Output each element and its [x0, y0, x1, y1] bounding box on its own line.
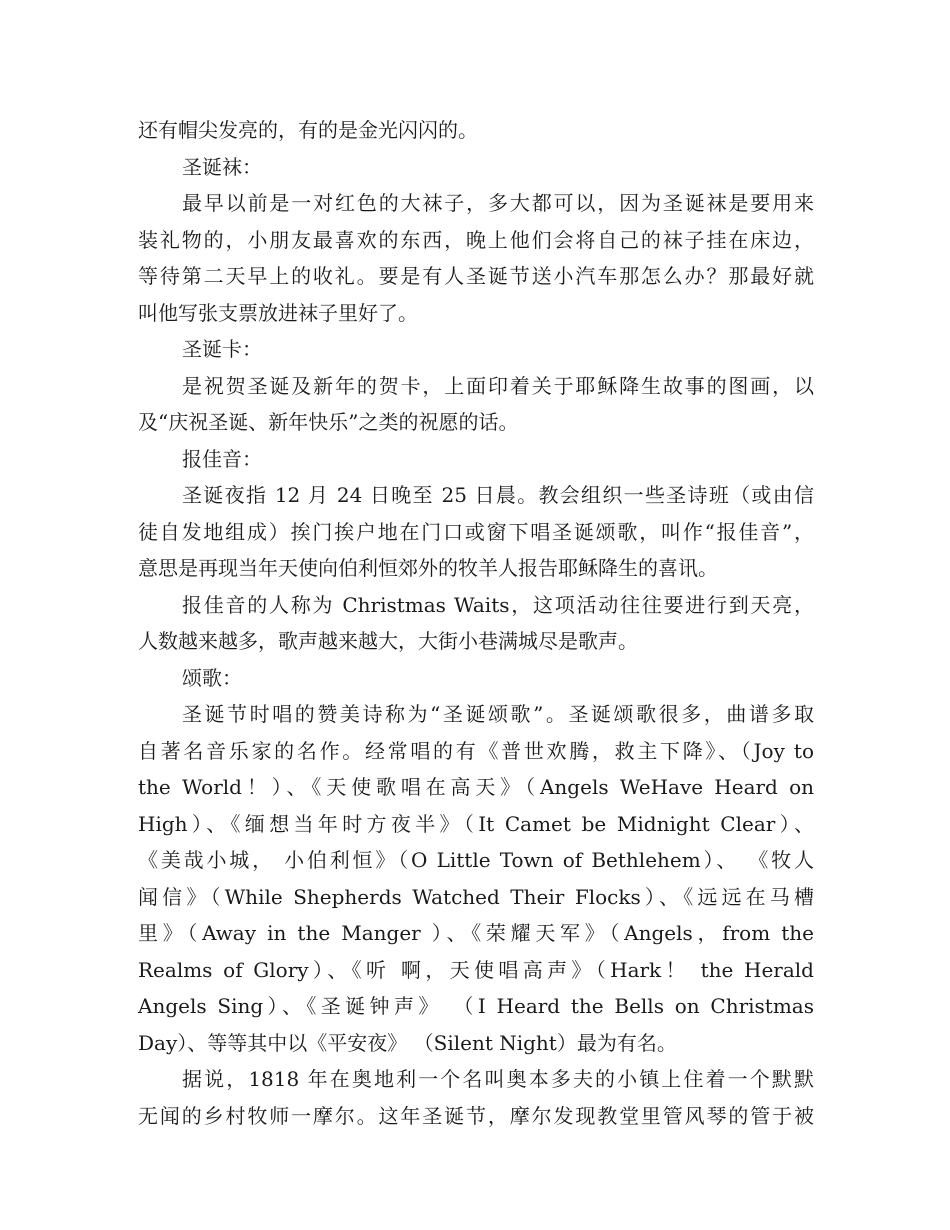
text-line: 徒自发地组成）挨门挨户地在门口或窗下唱圣诞颂歌，叫作“报佳音”，: [138, 519, 814, 544]
text-line: 闻信》（While Shepherds Watched Their Flocks）、《远远在马槽: [138, 884, 814, 909]
text-line: the World！）、《天使歌唱在高天》（Angels WeHave Heard on: [138, 775, 814, 799]
text-line: 人数越来越多，歌声越来越大，大街小巷满城尽是歌声。: [138, 629, 638, 653]
text-line: 报佳音：: [182, 446, 262, 471]
text-line: 报佳音的人称为 Christmas Waits，这项活动往往要进行到天亮，: [182, 592, 814, 617]
text-line: 还有帽尖发亮的，有的是金光闪闪的。: [138, 118, 478, 142]
text-line: 意思是再现当年天使向伯利恒郊外的牧羊人报告耶稣降生的喜讯。: [138, 556, 718, 580]
text-line: 里》（Away in the Manger ）、《荣耀天军》（Angels，from the: [138, 921, 814, 945]
text-line: 圣诞节时唱的赞美诗称为“圣诞颂歌”。圣诞颂歌很多，曲谱多取: [182, 702, 814, 726]
text-line: 无闻的乡村牧师一摩尔。这年圣诞节，摩尔发现教堂里管风琴的管于被: [138, 1103, 814, 1128]
text-line: 据说，1818 年在奥地利一个名叫奥本多夫的小镇上住着一个默默: [182, 1067, 814, 1091]
text-line: 是祝贺圣诞及新年的贺卡，上面印着关于耶稣降生故事的图画，以: [182, 373, 814, 398]
text-line: Angels Sing）、《圣诞钟声》 （I Heard the Bells on Christmas: [138, 994, 814, 1018]
text-line: 自著名音乐家的名作。经常唱的有《普世欢腾，救主下降》、（Joy to: [138, 738, 814, 763]
text-line: 最早以前是一对红色的大袜子，多大都可以，因为圣诞袜是要用来: [182, 191, 814, 215]
text-line: 《美哉小城， 小伯利恒》（O Little Town of Bethlehem）、 《牧人: [138, 848, 814, 872]
text-line: 等待第二天早上的收礼。要是有人圣诞节送小汽车那怎么办？那最好就: [138, 264, 814, 288]
text-line: 叫他写张支票放进袜子里好了。: [138, 300, 418, 325]
text-line: High）、《缅想当年时方夜半》（It Camet be Midnight Clear）、: [138, 811, 814, 836]
text-line: Day）、等等其中以《平安夜》 （Silent Night）最为有名。: [138, 1030, 677, 1055]
text-line: 及“庆祝圣诞、新年快乐”之类的祝愿的话。: [138, 410, 519, 434]
text-line: Realms of Glory）、《听 啊，天使唱高声》（Hark！ the Herald: [138, 957, 814, 982]
text-line: 颂歌：: [182, 665, 242, 690]
text-line: 圣诞卡：: [182, 337, 262, 361]
document-page: [138, 112, 814, 1134]
text-line: 圣诞袜：: [182, 154, 262, 179]
text-line: 圣诞夜指 12 月 24 日晚至 25 日晨。教会组织一些圣诗班（或由信: [182, 483, 814, 507]
text-line: 装礼物的，小朋友最喜欢的东西，晚上他们会将自己的袜子挂在床边，: [138, 227, 814, 252]
